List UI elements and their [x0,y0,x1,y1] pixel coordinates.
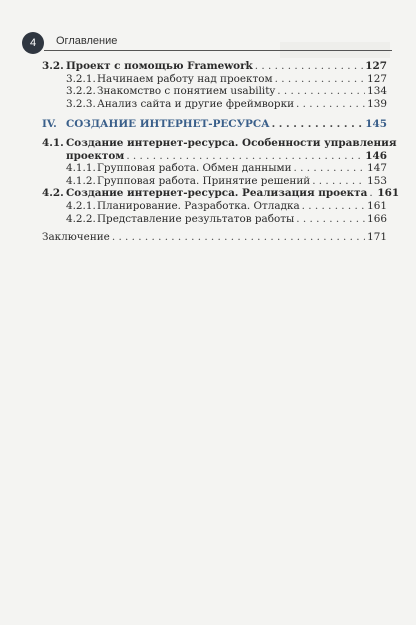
toc-entry-4-1-2[interactable] [42,175,387,188]
toc-entry-page: 146 [365,149,387,162]
toc-entry-number: 4.1. [42,136,64,149]
toc-entry-3-2-1[interactable] [42,73,387,86]
header-divider [44,50,392,51]
table-of-contents [42,60,400,244]
toc-leader-dots [296,213,365,226]
toc-leader-dots [272,118,364,131]
toc-entry-title: Создание интернет-ресурса. Реализация проекта [66,187,368,200]
toc-entry-title: Планирование. Разработка. Отладка [97,199,300,212]
toc-entry-page: 127 [367,72,387,85]
toc-entry-number: 3.2.2. [66,85,96,98]
toc-entry-page: 139 [367,97,387,110]
toc-leader-dots [296,98,365,111]
toc-entry-number: 3.2.3. [66,97,96,110]
toc-entry-title: Знакомство с понятием usability [97,85,276,98]
toc-entry-page: 147 [367,162,387,175]
toc-entry-page: 171 [367,231,387,244]
toc-entry-3-2-2[interactable] [42,85,387,98]
toc-entry-title: Групповая работа. Обмен данными [97,162,292,175]
toc-entry-title: Представление результатов работы [97,212,295,225]
toc-leader-dots [255,60,364,73]
toc-part-iv[interactable] [42,118,387,131]
toc-entry-title: СОЗДАНИЕ ИНТЕРНЕТ-РЕСУРСА [66,118,270,131]
toc-entry-number: 4.1.2. [66,174,96,187]
toc-leader-dots [302,200,365,213]
toc-entry-title-line2: проектом [66,149,125,162]
toc-leader-dots [112,231,365,244]
page-number-badge: 4 [22,32,44,54]
toc-leader-dots [275,73,366,86]
toc-entry-conclusion[interactable] [42,231,387,244]
toc-entry-4-2-1[interactable] [42,200,387,213]
toc-entry-number: 4.2.2. [66,212,96,225]
running-header-title: Оглавление [56,35,118,47]
toc-leader-dots [277,85,365,98]
toc-entry-number: 4.2.1. [66,199,96,212]
page-header [22,32,392,54]
toc-entry-page: 153 [367,174,387,187]
toc-entry-title: Групповая работа. Принятие решений [97,174,311,187]
toc-entry-4-1-1[interactable] [42,162,387,175]
toc-entry-title: Заключение [42,231,110,244]
toc-entry-page: 161 [367,199,387,212]
toc-entry-4-2[interactable] [42,187,400,200]
toc-entry-number: 3.2.1. [66,72,96,85]
toc-entry-page: 134 [367,85,387,98]
toc-entry-page: 145 [365,118,387,131]
toc-leader-dots [126,150,363,163]
toc-entry-number: 3.2. [42,60,64,72]
toc-entry-3-2[interactable] [42,60,387,73]
toc-entry-page: 127 [365,60,387,72]
toc-entry-number: 4.1.1. [66,162,96,175]
toc-entry-title: Анализ сайта и другие фреймворки [97,97,295,110]
toc-entry-number: 4.2. [42,187,64,200]
toc-leader-dots [294,162,366,175]
toc-entry-title: Начинаем работу над проектом [97,72,273,85]
toc-entry-4-2-2[interactable] [42,213,387,226]
toc-entry-page: 166 [367,212,387,225]
toc-entry-title: Проект с помощью Framework [66,60,253,72]
toc-leader-dots [369,187,375,200]
toc-entry-number: IV. [42,118,57,131]
toc-entry-4-1[interactable] [42,136,397,162]
toc-entry-title-line1: Создание интернет-ресурса. Особенности управления [66,136,397,149]
toc-entry-3-2-3[interactable] [42,98,387,111]
toc-entry-page: 161 [377,187,400,200]
toc-leader-dots [312,175,365,188]
